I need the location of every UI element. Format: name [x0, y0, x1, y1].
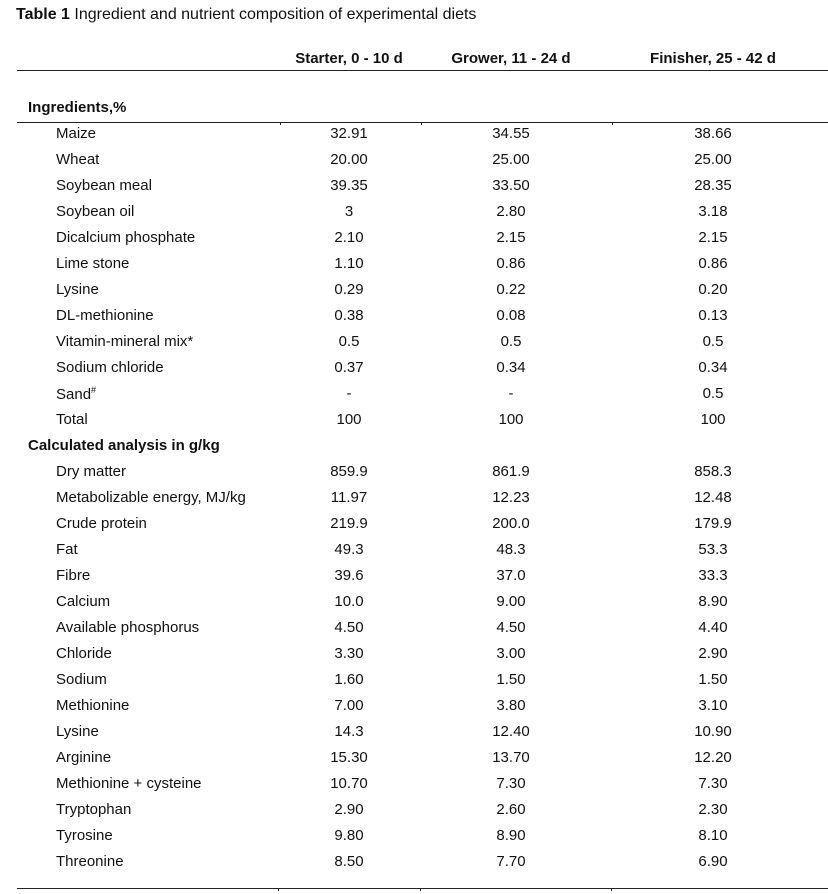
table-row — [0, 801, 828, 827]
cell-value: 0.34 — [496, 359, 526, 376]
cell-value: 0.13 — [698, 307, 728, 324]
cell-value: 2.30 — [698, 801, 728, 818]
table-row — [0, 671, 828, 697]
cell-value: 10.90 — [694, 723, 732, 740]
row-label-text: Maize — [56, 125, 97, 142]
row-label — [56, 801, 131, 818]
cell-value: 859.9 — [330, 463, 368, 480]
cell-value: 12.40 — [492, 723, 530, 740]
cell-value: 28.35 — [694, 177, 732, 194]
row-label — [56, 489, 246, 506]
row-label — [56, 411, 88, 428]
row-label-text: Threonine — [56, 853, 124, 870]
cell-value: 858.3 — [694, 463, 732, 480]
row-label-text: Fibre — [56, 567, 91, 584]
table-row — [0, 749, 828, 775]
table-row — [0, 255, 828, 281]
section-heading: Ingredients,% — [28, 99, 127, 116]
row-label-text: Lysine — [56, 281, 99, 298]
cell-value: 39.35 — [330, 177, 368, 194]
cell-value: 2.90 — [334, 801, 364, 818]
cell-value: 3.18 — [698, 203, 728, 220]
header-rule — [17, 122, 828, 123]
cell-value: 3.00 — [496, 645, 526, 662]
cell-value: 53.3 — [698, 541, 728, 558]
row-label — [56, 151, 99, 168]
cell-value: 37.0 — [496, 567, 526, 584]
table-row — [0, 411, 828, 437]
cell-value: 4.50 — [334, 619, 364, 636]
cell-value: 0.5 — [338, 333, 360, 350]
row-label-text: Lime stone — [56, 255, 130, 272]
row-label — [56, 775, 202, 792]
cell-value: 0.38 — [334, 307, 364, 324]
table-row — [0, 567, 828, 593]
cell-value: 8.90 — [698, 593, 728, 610]
cell-value: 8.90 — [496, 827, 526, 844]
cell-value: 4.40 — [698, 619, 728, 636]
cell-value: - — [508, 385, 514, 402]
table-row — [0, 515, 828, 541]
cell-value: 0.29 — [334, 281, 364, 298]
cell-value: 0.5 — [500, 333, 522, 350]
cell-value: 33.3 — [698, 567, 728, 584]
cell-value: 100 — [336, 411, 362, 428]
table-row — [0, 281, 828, 307]
table-row — [0, 645, 828, 671]
cell-value: 15.30 — [330, 749, 368, 766]
table-row — [0, 359, 828, 385]
row-label — [56, 125, 96, 142]
row-label — [56, 541, 78, 558]
table-row — [0, 307, 828, 333]
table-row — [0, 151, 828, 177]
table-row — [0, 697, 828, 723]
row-label — [56, 671, 107, 688]
cell-value: - — [346, 385, 352, 402]
cell-value: 0.5 — [702, 333, 724, 350]
cell-value: 2.90 — [698, 645, 728, 662]
cell-value: 33.50 — [492, 177, 530, 194]
cell-value: 38.66 — [694, 125, 732, 142]
row-label — [56, 853, 124, 870]
cell-value: 13.70 — [492, 749, 530, 766]
cell-value: 100 — [498, 411, 524, 428]
row-label-text: Methionine + cysteine — [56, 775, 202, 792]
cell-value: 0.5 — [702, 385, 724, 402]
row-label — [56, 593, 110, 610]
cell-value: 2.15 — [496, 229, 526, 246]
cell-value: 14.3 — [334, 723, 364, 740]
cell-value: 7.30 — [496, 775, 526, 792]
section-heading: Calculated analysis in g/kg — [28, 437, 220, 454]
row-label — [56, 307, 154, 324]
row-label-text: Wheat — [56, 151, 100, 168]
cell-value: 3 — [344, 203, 354, 220]
row-label-text: Crude protein — [56, 515, 147, 532]
cell-value: 6.90 — [698, 853, 728, 870]
column-divider — [611, 888, 612, 891]
row-label-text: Calcium — [56, 593, 111, 610]
row-label-text: Dicalcium phosphate — [56, 229, 196, 246]
cell-value: 1.50 — [496, 671, 526, 688]
table-row — [0, 463, 828, 489]
cell-value: 48.3 — [496, 541, 526, 558]
row-label-text: Soybean oil — [56, 203, 135, 220]
row-label — [56, 749, 111, 766]
row-label — [56, 697, 129, 714]
cell-value: 25.00 — [694, 151, 732, 168]
cell-value: 2.10 — [334, 229, 364, 246]
row-label — [56, 385, 96, 403]
row-label-text: Tryptophan — [56, 801, 132, 818]
cell-value: 200.0 — [492, 515, 530, 532]
cell-value: 49.3 — [334, 541, 364, 558]
row-label-text: Sodium — [56, 671, 107, 688]
row-label — [56, 827, 113, 844]
col-header-starter: Starter, 0 - 10 d — [295, 50, 403, 67]
bottom-rule — [17, 888, 828, 889]
row-label — [56, 177, 152, 194]
table-row — [0, 827, 828, 853]
cell-value: 4.50 — [496, 619, 526, 636]
table-row — [0, 177, 828, 203]
table-label: Table 1 — [16, 6, 70, 23]
cell-value: 12.23 — [492, 489, 530, 506]
cell-value: 1.10 — [334, 255, 364, 272]
row-label-text: Sodium chloride — [56, 359, 164, 376]
cell-value: 39.6 — [334, 567, 364, 584]
row-label-text: Arginine — [56, 749, 112, 766]
table-row — [0, 333, 828, 359]
table-row — [0, 385, 828, 411]
table-row — [0, 229, 828, 255]
cell-value: 3.30 — [334, 645, 364, 662]
row-label-text: Vitamin-mineral mix* — [56, 333, 194, 350]
cell-value: 8.50 — [334, 853, 364, 870]
cell-value: 9.00 — [496, 593, 526, 610]
top-rule — [17, 70, 828, 71]
row-label — [56, 229, 195, 246]
row-label — [56, 645, 112, 662]
cell-value: 0.86 — [496, 255, 526, 272]
table-row — [0, 593, 828, 619]
table-row — [0, 125, 828, 151]
cell-value: 2.15 — [698, 229, 728, 246]
row-label-text: Dry matter — [56, 463, 127, 480]
cell-value: 7.70 — [496, 853, 526, 870]
cell-value: 11.97 — [330, 489, 368, 506]
cell-value: 25.00 — [492, 151, 530, 168]
cell-value: 9.80 — [334, 827, 364, 844]
row-label — [56, 203, 134, 220]
row-label — [56, 281, 99, 298]
row-label-text: Lysine — [56, 723, 99, 740]
row-label-text: Methionine — [56, 697, 130, 714]
col-header-finisher: Finisher, 25 - 42 d — [650, 50, 776, 67]
cell-value: 12.48 — [694, 489, 732, 506]
col-header-grower: Grower, 11 - 24 d — [451, 50, 571, 67]
row-label-text: Chloride — [56, 645, 112, 662]
cell-value: 100 — [700, 411, 726, 428]
row-label — [56, 619, 199, 636]
cell-value: 20.00 — [330, 151, 368, 168]
cell-value: 12.20 — [694, 749, 732, 766]
column-divider — [278, 888, 279, 891]
cell-value: 7.00 — [334, 697, 364, 714]
cell-value: 0.22 — [496, 281, 526, 298]
cell-value: 1.50 — [698, 671, 728, 688]
row-label-text: Soybean meal — [56, 177, 152, 194]
row-label — [56, 723, 99, 740]
table-row — [0, 723, 828, 749]
row-label — [56, 567, 90, 584]
cell-value: 7.30 — [698, 775, 728, 792]
table-caption: Ingredient and nutrient composition of experimental diets — [74, 6, 477, 23]
column-divider — [420, 888, 421, 891]
row-label — [56, 255, 129, 272]
footnote-marker: # — [91, 385, 97, 395]
cell-value: 32.91 — [330, 125, 368, 142]
cell-value: 0.08 — [496, 307, 526, 324]
cell-value: 2.60 — [496, 801, 526, 818]
table-title — [16, 6, 476, 24]
cell-value: 0.37 — [334, 359, 364, 376]
table-row — [0, 203, 828, 229]
row-label-text: Total — [56, 411, 88, 428]
cell-value: 0.34 — [698, 359, 728, 376]
table-row — [0, 853, 828, 879]
cell-value: 10.0 — [334, 593, 364, 610]
cell-value: 3.80 — [496, 697, 526, 714]
row-label-text: Metabolizable energy, MJ/kg — [56, 489, 246, 506]
cell-value: 0.86 — [698, 255, 728, 272]
cell-value: 3.10 — [698, 697, 728, 714]
table-row — [0, 489, 828, 515]
row-label-text: DL-methionine — [56, 307, 154, 324]
cell-value: 219.9 — [330, 515, 368, 532]
cell-value: 10.70 — [330, 775, 368, 792]
row-label — [56, 359, 164, 376]
cell-value: 861.9 — [492, 463, 530, 480]
row-label — [56, 515, 147, 532]
row-label — [56, 463, 126, 480]
cell-value: 2.80 — [496, 203, 526, 220]
cell-value: 1.60 — [334, 671, 364, 688]
cell-value: 34.55 — [492, 125, 530, 142]
row-label-text: Fat — [56, 541, 78, 558]
row-label-text: Tyrosine — [56, 827, 113, 844]
table-row — [0, 619, 828, 645]
cell-value: 179.9 — [694, 515, 732, 532]
row-label-text: Sand — [56, 386, 92, 403]
cell-value: 8.10 — [698, 827, 728, 844]
row-label — [56, 333, 193, 350]
table-row — [0, 541, 828, 567]
table-row — [0, 775, 828, 801]
row-label-text: Available phosphorus — [56, 619, 200, 636]
cell-value: 0.20 — [698, 281, 728, 298]
